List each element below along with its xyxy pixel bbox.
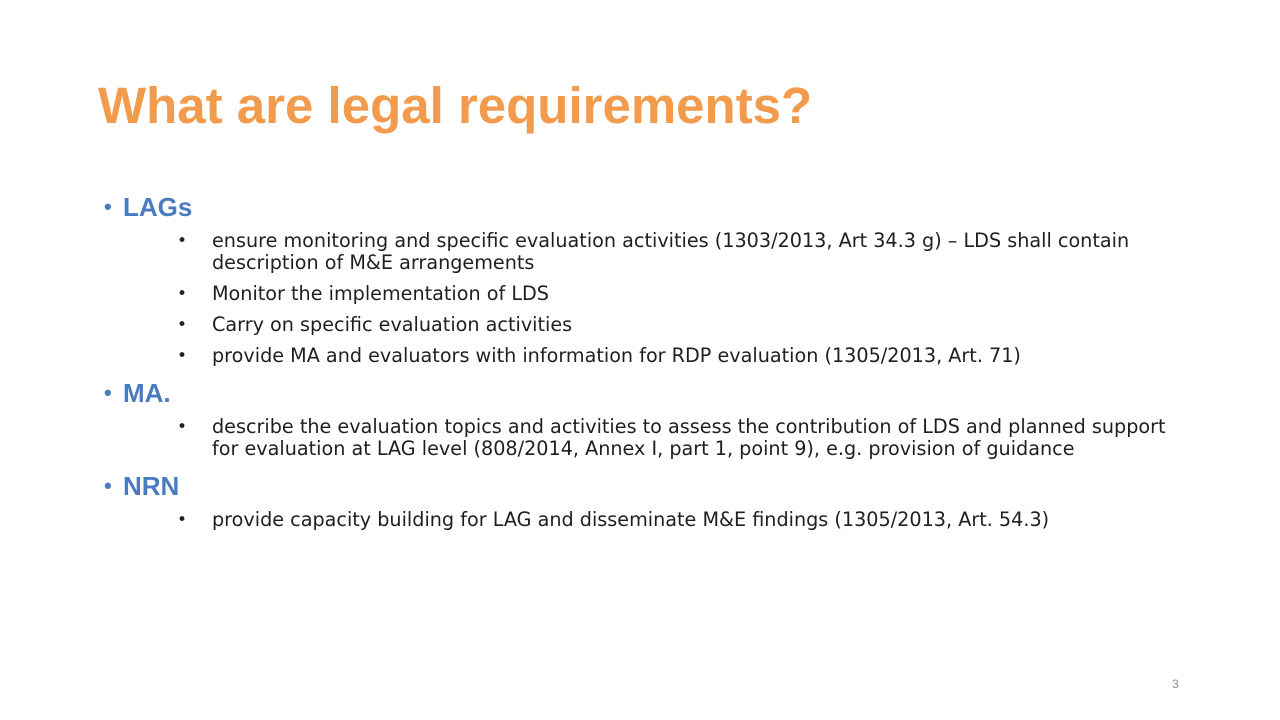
list-item: • provide MA and evaluators with information for RDP evaluation (1305/2013, Art. 71) — [212, 345, 1184, 367]
page-number: 3 — [1172, 677, 1179, 691]
section-ma — [104, 376, 1184, 460]
list-item: • provide capacity building for LAG and disseminate M&E findings (1305/2013, Art. 54.3) — [212, 509, 1184, 531]
section-nrn — [104, 469, 1184, 531]
list-item: • Carry on specific evaluation activities — [212, 314, 1184, 336]
list-item: • describe the evaluation topics and activities to assess the contribution of LDS and planned support for evaluation at LAG level (808/2014, Annex I, part 1, point 9), e.g. provision of guidance — [212, 416, 1184, 460]
list-item: • ensure monitoring and specific evaluation activities (1303/2013, Art 34.3 g) – LDS shall contain description of M&E arrangements — [212, 230, 1184, 274]
list-item: • Monitor the implementation of LDS — [212, 283, 1184, 305]
slide-body — [104, 190, 1184, 531]
section-heading: • LAGs — [104, 190, 1184, 224]
slide-title: What are legal requirements? — [98, 77, 813, 134]
section-heading: • NRN — [104, 469, 1184, 503]
section-lags — [104, 190, 1184, 367]
section-heading: • MA. — [104, 376, 1184, 410]
